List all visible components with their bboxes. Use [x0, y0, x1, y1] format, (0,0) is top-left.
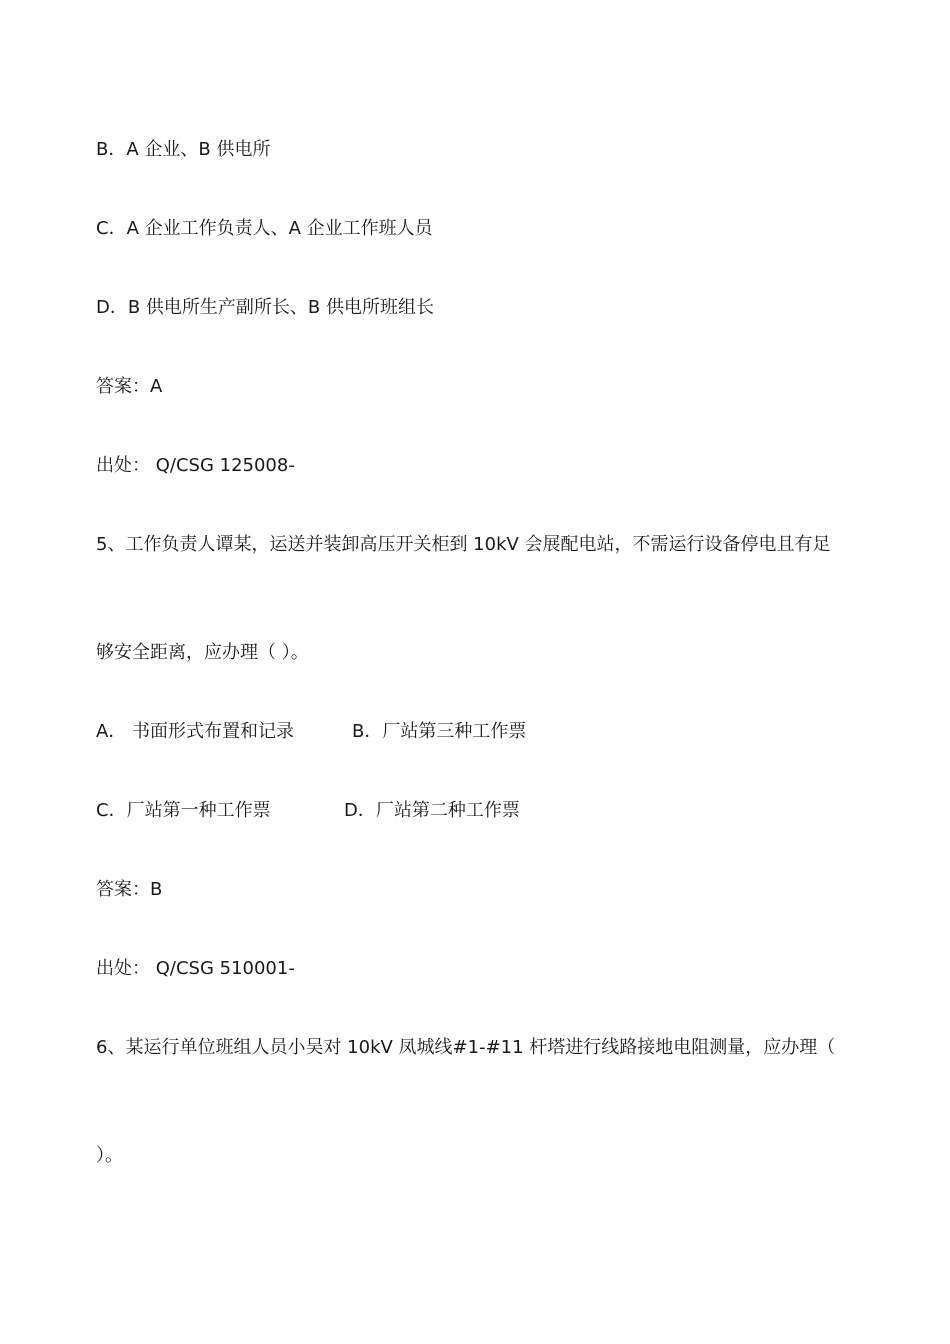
q5-stem-line1: 5、工作负责人谭某，运送并装卸高压开关柜到 10kV 会展配电站，不需运行设备停电且有足	[96, 534, 831, 555]
q5-options-row-1	[96, 720, 526, 744]
q4-answer: 答案：A	[96, 376, 163, 397]
q5-option-d: D．厂站第二种工作票	[344, 800, 520, 821]
q5-answer: 答案：B	[96, 879, 163, 900]
q5-stem-line2: 够安全距离，应办理（ ）。	[96, 642, 309, 663]
q5-source: 出处： Q/CSG 510001-	[96, 958, 295, 979]
q4-option-b: B．A 企业、B 供电所	[96, 139, 271, 160]
q5-option-a: A． 书面形式布置和记录	[96, 721, 295, 742]
q4-option-d: D．B 供电所生产副所长、B 供电所班组长	[96, 297, 434, 318]
q4-option-c: C．A 企业工作负责人、A 企业工作班人员	[96, 218, 433, 239]
q4-source: 出处： Q/CSG 125008-	[96, 455, 295, 476]
q5-option-c: C．厂站第一种工作票	[96, 800, 271, 821]
q6-stem-line2: ）。	[96, 1145, 123, 1166]
q5-options-row-2	[96, 799, 520, 823]
q6-stem-line1: 6、某运行单位班组人员小吴对 10kV 凤城线#1-#11 杆塔进行线路接地电阻测量，应办理（	[96, 1037, 836, 1058]
q5-option-b: B．厂站第三种工作票	[352, 721, 527, 742]
